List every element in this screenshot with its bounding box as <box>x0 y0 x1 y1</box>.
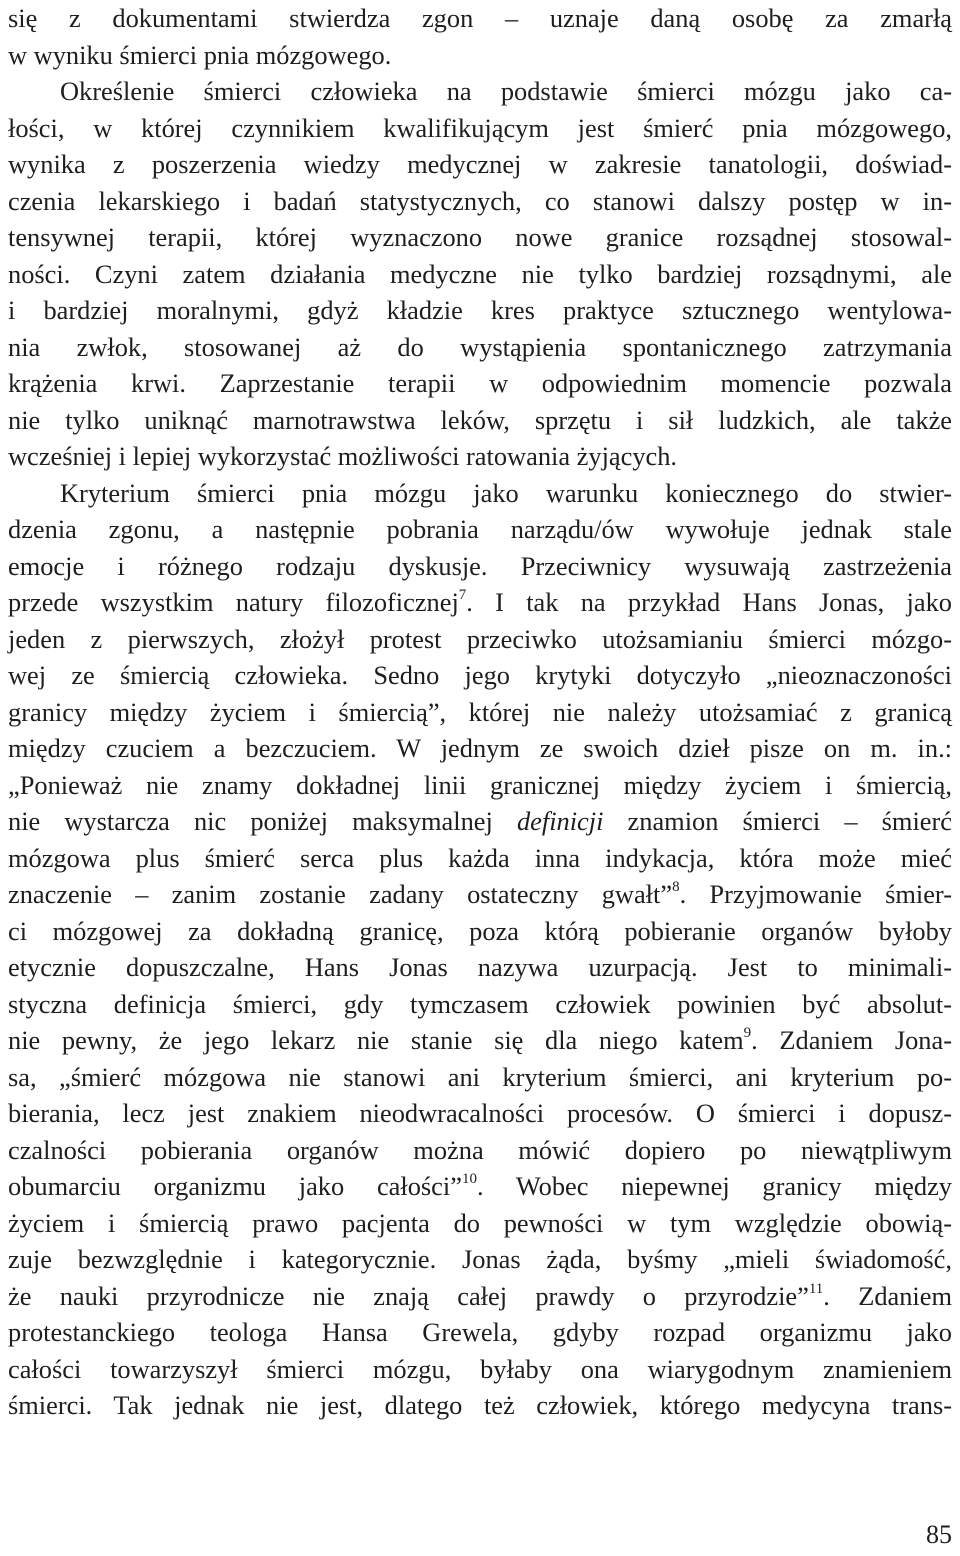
text-span: obumarciu organizmu jako całości” <box>8 1171 462 1201</box>
text-span: życiem i śmiercią prawo pacjenta do pewności w tym względzie obowią- <box>8 1207 952 1238</box>
text-span: całości towarzyszył śmierci mózgu, byłaby ona wiarygodnym znamieniem <box>8 1353 952 1384</box>
text-line <box>8 913 952 950</box>
text-span: wej ze śmiercią człowieka. Sedno jego krytyki dotyczyło „nieoznaczoności <box>8 660 952 690</box>
text-span: łości, w której czynnikiem kwalifikującym jest śmierć pnia mózgowego, <box>8 112 952 143</box>
text-line <box>8 183 952 220</box>
footnote-ref: 7 <box>458 587 467 604</box>
text-span: protestanckiego teologa Hansa Grewela, gdyby rozpad organizmu jako <box>8 1317 952 1347</box>
italic-text: definicji <box>516 806 604 836</box>
text-span: ci mózgowej za dokładną granicę, poza którą pobieranie organów byłoby <box>8 915 952 946</box>
text-line <box>8 767 952 804</box>
text-span: tensywnej terapii, której wyznaczono nowe granice rozsądnej stosowal- <box>8 222 952 252</box>
text-span: Kryterium śmierci pnia mózgu jako warunku koniecznego do stwier- <box>60 477 952 508</box>
text-span: znamion śmierci – śmierć <box>603 806 952 836</box>
text-line <box>8 1059 952 1096</box>
text-span: granicy między życiem i śmiercią”, której nie należy utożsamiać z granicą <box>8 696 952 727</box>
text-line <box>8 876 952 913</box>
text-line <box>8 1351 952 1388</box>
page-number: 85 <box>926 1520 952 1549</box>
text-line <box>8 986 952 1023</box>
text-line <box>8 1387 952 1424</box>
text-line <box>8 1168 952 1205</box>
footnote-ref: 9 <box>743 1025 752 1042</box>
text-span: ności. Czyni zatem działania medyczne nie tylko bardziej rozsądnymi, ale <box>8 258 952 289</box>
text-line <box>8 949 952 986</box>
text-span: . Zdaniem Jona- <box>751 1025 952 1055</box>
text-span: . Wobec niepewnej granicy między <box>476 1171 952 1201</box>
text-span: . Przyjmowanie śmier- <box>679 879 952 909</box>
text-span: „Ponieważ nie znamy dokładnej linii granicznej między życiem i śmiercią, <box>8 769 952 800</box>
text-span: bierania, lecz jest znakiem nieodwracalności procesów. O śmierci i dopusz- <box>8 1098 952 1128</box>
text-span: przede wszystkim natury filozoficznej <box>8 587 459 617</box>
text-line <box>8 1278 952 1315</box>
text-span: nie wystarcza nic poniżej maksymalnej <box>8 806 517 836</box>
text-line <box>8 37 952 74</box>
text-line <box>8 256 952 293</box>
text-line <box>8 840 952 877</box>
text-span: że nauki przyrodnicze nie znają całej prawdy o przyrodzie” <box>8 1280 809 1311</box>
text-span: czalności pobierania organów można mówić dopiero po niewątpliwym <box>8 1134 952 1165</box>
text-span: wcześniej i lepiej wykorzystać możliwości ratowania żyjących. <box>8 441 678 471</box>
text-line <box>8 402 952 439</box>
text-span: i bardziej moralnymi, gdyż kładzie kres praktyce sztucznego wentylowa- <box>8 295 952 325</box>
text-line <box>8 1132 952 1169</box>
text-span: śmierci. Tak jednak nie jest, dlatego też człowiek, którego medycyna trans- <box>8 1390 952 1420</box>
text-line <box>8 1095 952 1132</box>
text-span: czenia lekarskiego i badań statystycznych, co stanowi dalszy postęp w in- <box>8 185 952 216</box>
text-span: wynika z poszerzenia wiedzy medycznej w zakresie tanatologii, doświad- <box>8 149 952 179</box>
text-line <box>8 1205 952 1242</box>
text-span: etycznie dopuszczalne, Hans Jonas nazywa uzurpacją. Jest to minimali- <box>8 952 952 982</box>
text-line <box>8 657 952 694</box>
text-line <box>8 110 952 147</box>
text-line <box>8 1314 952 1351</box>
text-span: jeden z pierwszych, złożył protest przeciwko utożsamianiu śmierci mózgo- <box>8 623 952 654</box>
text-span: nie tylko uniknąć marnotrawstwa leków, sprzętu i sił ludzkich, ale także <box>8 404 952 435</box>
text-line <box>8 365 952 402</box>
text-line <box>8 511 952 548</box>
text-span: w wyniku śmierci pnia mózgowego. <box>8 39 392 70</box>
footnote-ref: 10 <box>461 1171 477 1188</box>
text-span: się z dokumentami stwierdza zgon – uznaje daną osobę za zmarłą <box>8 3 952 33</box>
text-span: między czuciem a bezczuciem. W jednym ze swoich dzieł pisze on m. in.: <box>8 733 952 763</box>
text-span: mózgowa plus śmierć serca plus każda inna indykacja, która może mieć <box>8 842 952 873</box>
text-line <box>8 146 952 183</box>
text-line <box>8 1022 952 1059</box>
text-span: zuje bezwzględnie i kategorycznie. Jonas żąda, byśmy „mieli świadomość, <box>8 1244 952 1274</box>
text-line <box>8 584 952 621</box>
text-span: znaczenie – zanim zostanie zadany ostateczny gwałt” <box>8 879 673 909</box>
text-span: Określenie śmierci człowieka na podstawie śmierci mózgu jako ca- <box>60 76 952 106</box>
text-span: nie pewny, że jego lekarz nie stanie się dla niego katem <box>8 1025 744 1055</box>
footnote-ref: 11 <box>808 1280 824 1297</box>
text-line <box>8 694 952 731</box>
text-line <box>8 219 952 256</box>
page-body <box>8 0 952 1424</box>
text-span: krążenia krwi. Zaprzestanie terapii w odpowiednim momencie pozwala <box>8 368 952 398</box>
text-span: dzenia zgonu, a następnie pobrania narządu/ów wywołuje jednak stale <box>8 514 952 544</box>
text-line <box>8 621 952 658</box>
footnote-ref: 8 <box>672 879 680 896</box>
text-span: styczna definicja śmierci, gdy tymczasem człowiek powinien być absolut- <box>8 988 952 1019</box>
text-span: sa, „śmierć mózgowa nie stanowi ani kryterium śmierci, ani kryterium po- <box>8 1061 952 1092</box>
text-span: emocje i różnego rodzaju dyskusje. Przeciwnicy wysuwają zastrzeżenia <box>8 550 952 581</box>
text-span: . I tak na przykład Hans Jonas, jako <box>466 587 952 617</box>
text-line <box>8 730 952 767</box>
text-line <box>8 0 952 37</box>
text-line <box>8 73 952 110</box>
text-line <box>8 438 952 475</box>
text-line <box>8 1241 952 1278</box>
text-span: nia zwłok, stosowanej aż do wystąpienia spontanicznego zatrzymania <box>8 331 952 362</box>
text-span: . Zdaniem <box>823 1280 952 1311</box>
text-line <box>8 292 952 329</box>
text-line <box>8 329 952 366</box>
text-line <box>8 803 952 840</box>
text-line <box>8 548 952 585</box>
text-line <box>8 475 952 512</box>
